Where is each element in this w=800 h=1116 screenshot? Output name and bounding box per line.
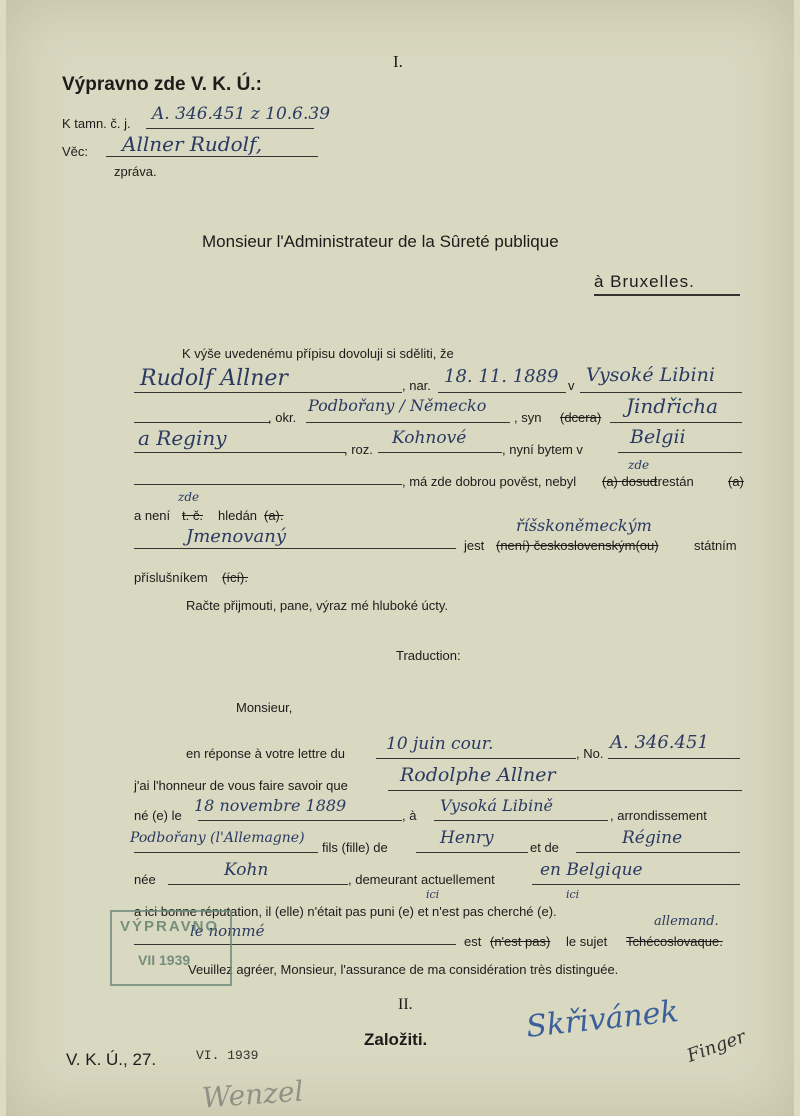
honour-name-handwritten: Rodolphe Allner [400,764,556,786]
french-reputation: a ici bonne réputation, il (elle) n'était pas puni (e) et n'est pas cherché (e). [134,904,557,919]
signature-wenzel: Wenzel [200,1074,305,1115]
arrondissement-handwritten: Podbořany (l'Allemagne) [130,830,305,846]
demeurant-label: , demeurant actuellement [348,872,495,887]
addressee-line-2: à Bruxelles. [594,272,695,291]
nommee-handwritten: le nommé [190,922,265,940]
roman-numeral-one: I. [393,52,403,71]
zalozit-label: Založiti. [364,1030,428,1049]
maiden-fr-handwritten: Kohn [224,860,269,880]
reputation-zde-handwritten: zde [628,458,650,472]
nationality-struck: (není) československým(ou) [496,538,659,553]
birthplace-fr-handwritten: Vysoká Libině [440,796,553,815]
a-label: , à [402,808,417,823]
not-sought-label: a není [134,508,171,523]
jest-label: jest [464,538,485,553]
document-page [6,0,794,1116]
maiden-name-handwritten: Kohnové [392,428,467,448]
reply-prefix: en réponse à votre lettre du [186,746,345,761]
trestan-label: trestán [654,474,694,489]
mother-fr-handwritten: Régine [622,828,683,848]
dispatch-stamp [110,910,232,986]
ici-2-handwritten: ici [566,888,580,901]
vku-label: V. K. Ú., 27. [66,1050,157,1069]
signature-finger: Finger [684,1026,749,1067]
syn-label: , syn [514,410,542,425]
sujet-label: le sujet [566,934,608,949]
roman-numeral-two: II. [398,996,413,1013]
district-handwritten: Podbořany / Německo [308,396,487,415]
signature-skrivanek: Skřivánek [524,994,681,1045]
subject-label: Věc: [62,144,89,159]
birthplace-handwritten: Vysoké Libini [586,364,715,386]
fils-label: fils (fille) de [322,840,388,855]
father-handwritten: Jindřicha [626,394,719,418]
birth-date-fr-handwritten: 18 novembre 1889 [194,796,347,815]
v-label: v [568,378,575,393]
not-sought-struck: t. č. [182,508,203,523]
czech-intro: K výše uvedenému přípisu dovoluji si sděliti, že [182,346,454,361]
ref-value-handwritten: A. 346.451 z 10.6.39 [152,104,331,124]
est-label: est [464,934,482,949]
nar-label: , nar. [402,378,431,393]
birth-date-handwritten: 18. 11. 1889 [444,366,559,387]
et-de-label: et de [530,840,559,855]
stamp-date: VII 1939 [138,952,191,968]
prislusnik-struck: (ící). [222,570,248,585]
dcera-struck: (dcera) [560,410,602,425]
mother-handwritten: a Reginy [138,426,227,450]
ici-1-handwritten: ici [426,888,440,901]
report-label: zpráva. [114,164,157,179]
ne-label: né (e) le [134,808,182,823]
reference-number-handwritten: A. 346.451 [610,732,709,753]
honour-prefix: j'ai l'honneur de vous faire savoir que [134,778,348,793]
residence-label: , nyní bytem v [502,442,583,457]
sujet-handwritten: allemand. [654,914,719,929]
vku-date-stamp: VI. 1939 [196,1048,259,1063]
hledan-struck: (a). [264,508,284,523]
czech-closing: Račte přijmouti, pane, výraz mé hluboké úcty. [186,598,449,613]
hledan-label: hledán [218,508,258,523]
father-fr-handwritten: Henry [440,828,494,848]
dispatch-title: Výpravno zde V. K. Ú.: [62,74,262,95]
prislusnik-label: příslušníkem [134,570,208,585]
reputation-text: , má zde dobrou pověst, nebyl [402,474,577,489]
not-sought-zde-handwritten: zde [178,490,200,504]
okr-label: , okr. [268,410,297,425]
french-closing: Veuillez agréer, Monsieur, l'assurance de ma considération très distinguée. [188,962,619,977]
reply-date-handwritten: 10 juin cour. [386,734,494,754]
reputation-struck: (a) dosud [602,474,657,489]
roz-label: , roz. [344,442,373,457]
no-label: , No. [576,746,604,761]
name-handwritten: Rudolf Allner [140,366,288,391]
addressee-line-1: Monsieur l'Administrateur de la Sûreté publique [202,232,559,251]
traduction-heading: Traduction: [396,648,461,663]
monsieur-salutation: Monsieur, [236,700,293,715]
named-handwritten: Jmenovaný [186,526,287,547]
demeurant-handwritten: en Belgique [540,860,643,880]
arrondissement-label: , arrondissement [610,808,707,823]
stamp-title: VÝPRAVNO [120,918,220,935]
sujet-struck: Tchécoslovaque. [626,934,723,949]
nee-label: née [134,872,156,887]
nest-pas-struck: (n'est pas) [490,934,551,949]
statnim-label: státním [694,538,737,553]
trestan-struck: (a) [728,474,744,489]
residence-handwritten: Belgii [630,426,686,448]
nationality-handwritten: říšskoněmeckým [516,516,652,535]
subject-value-handwritten: Allner Rudolf, [122,132,263,156]
ref-label: K tamn. č. j. [62,116,131,131]
